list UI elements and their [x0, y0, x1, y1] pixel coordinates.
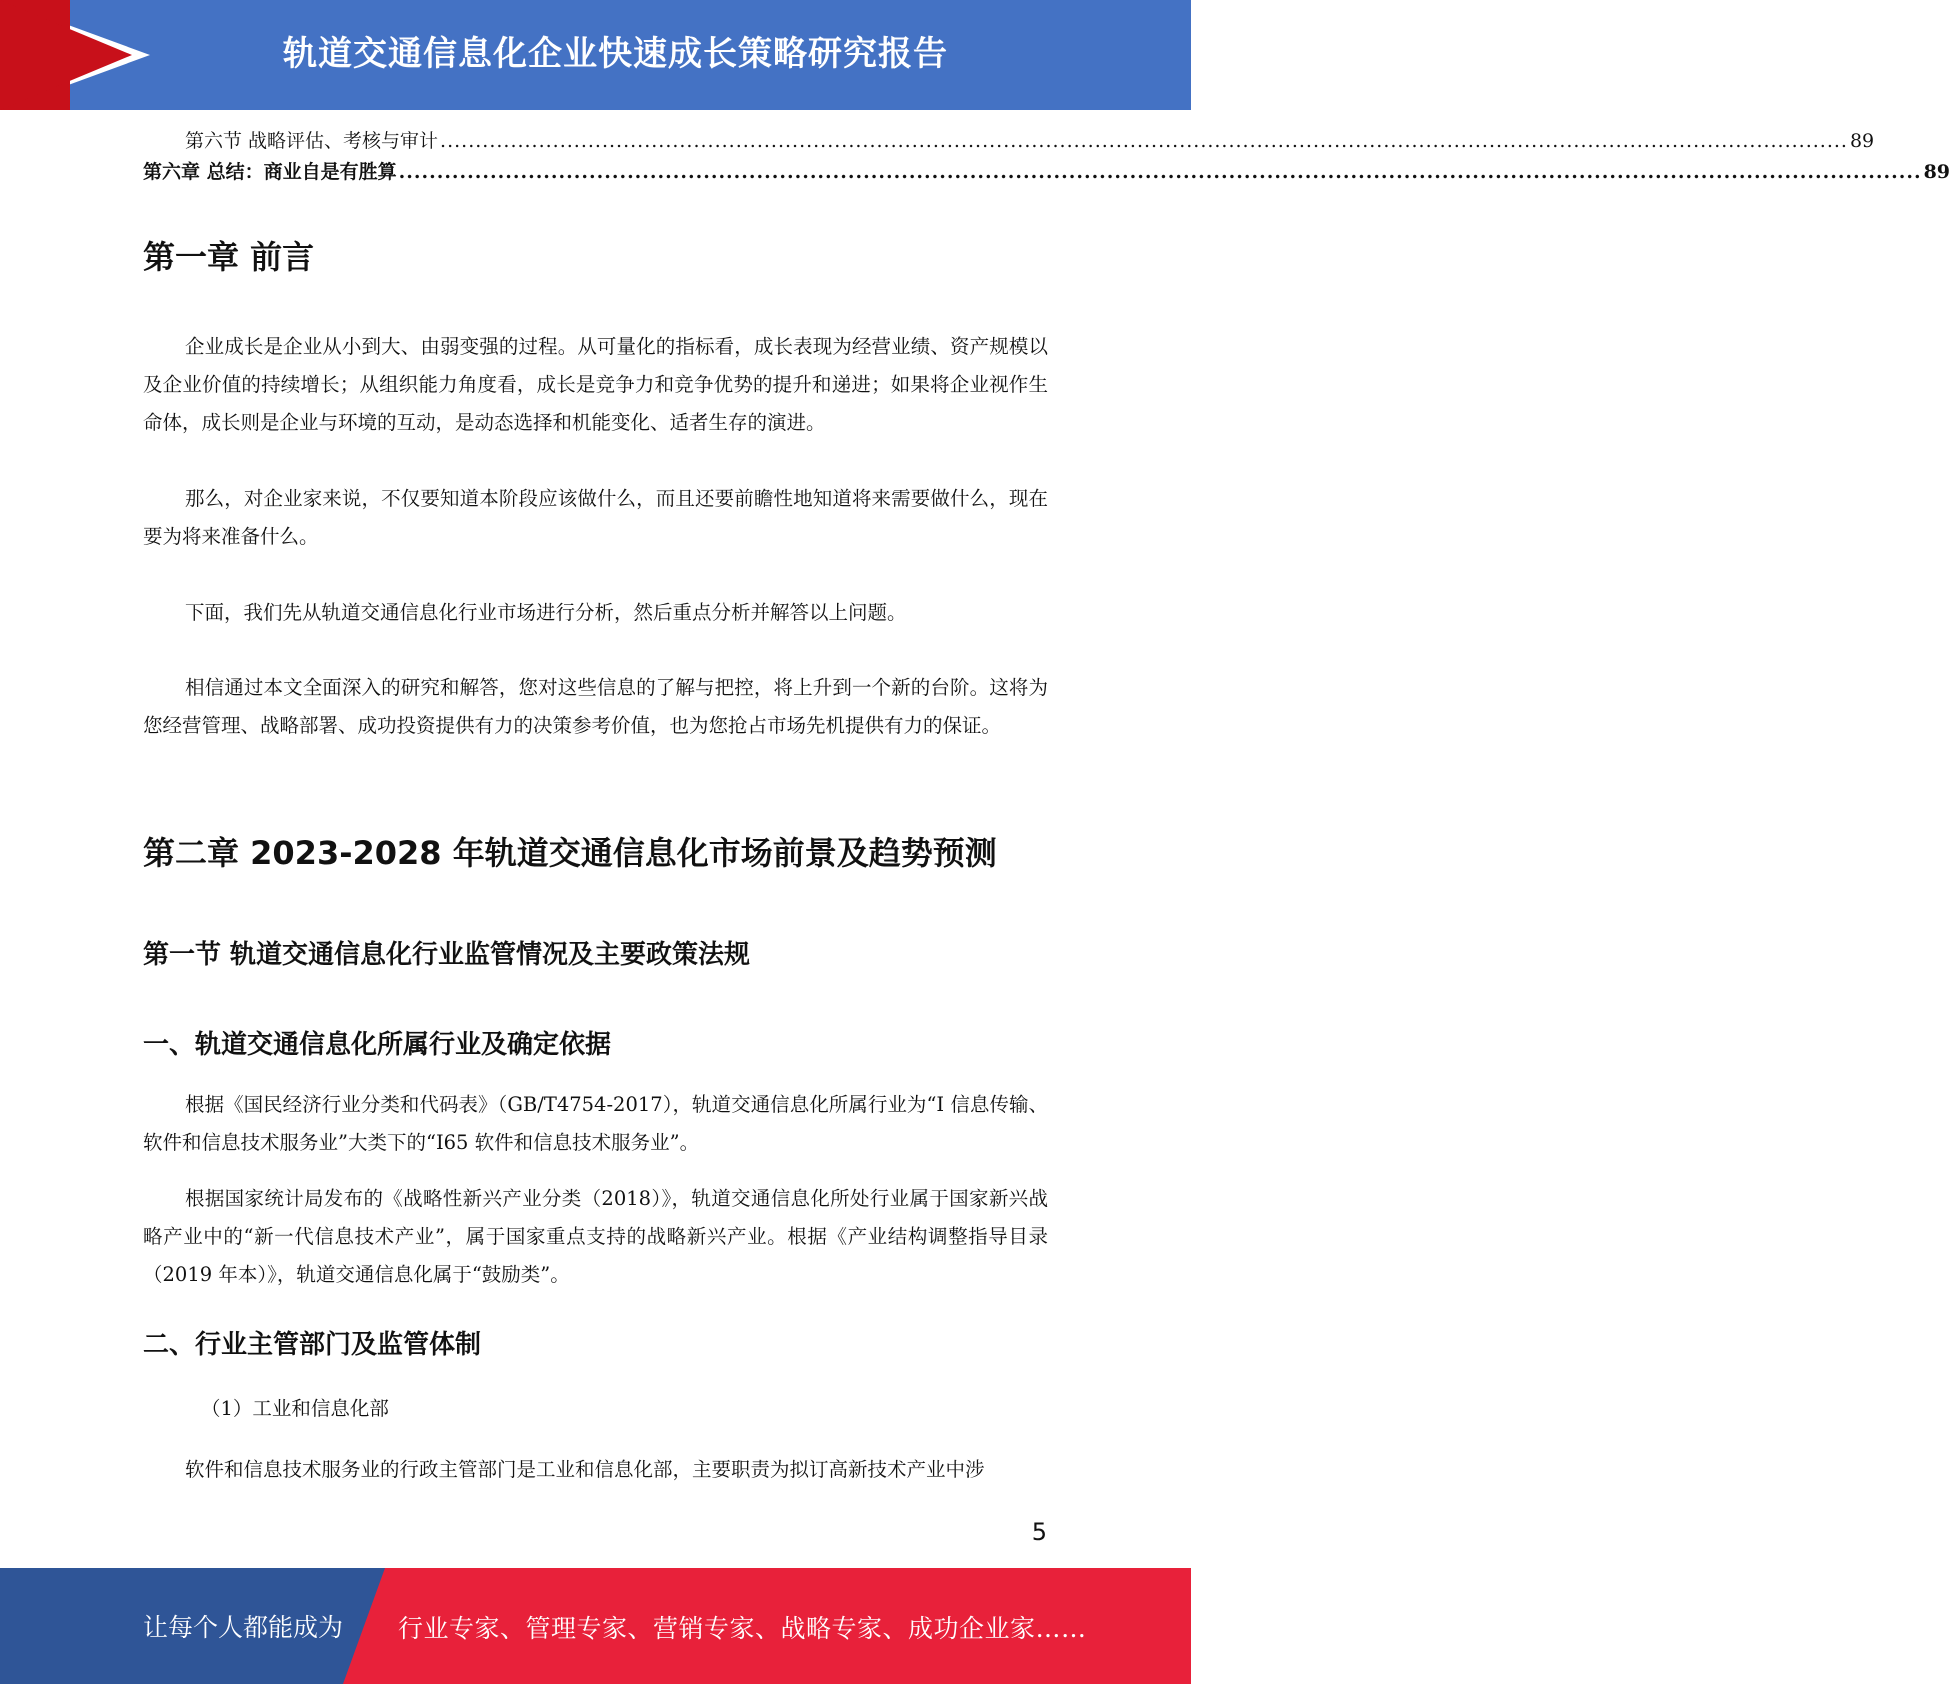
toc-entry-title: 第六章 总结：商业自是有胜算 — [143, 161, 397, 183]
paragraph: 根据国家统计局发布的《战略性新兴产业分类（2018）》，轨道交通信息化所处行业属于国家新兴战略产业中的“新一代信息技术产业”，属于国家重点支持的战略新兴产业。根据《产业结构调整指导目录（2019 年本）》，轨道交通信息化属于“鼓励类”。 — [143, 1187, 1048, 1286]
toc-entry-title: 第六节 战略评估、考核与审计 — [185, 130, 439, 152]
section-heading: 第一节 轨道交通信息化行业监管情况及主要政策法规 — [143, 940, 751, 970]
footer-banner — [0, 1568, 1191, 1684]
paragraph: 根据《国民经济行业分类和代码表》（GB/T4754-2017），轨道交通信息化所属行业为“I 信息传输、软件和信息技术服务业”大类下的“I65 软件和信息技术服务业”。 — [143, 1093, 1048, 1154]
paragraph: 下面，我们先从轨道交通信息化行业市场进行分析，然后重点分析并解答以上问题。 — [185, 601, 907, 624]
footer-slogan-right: 行业专家、管理专家、营销专家、战略专家、成功企业家…… — [398, 1614, 1087, 1643]
toc-entry-page: 89 — [1849, 130, 1875, 152]
subsection-heading: 一、轨道交通信息化所属行业及确定依据 — [143, 1030, 612, 1060]
page-number: 5 — [1031, 1518, 1047, 1546]
toc-list — [143, 126, 1950, 188]
toc-leader-dots: ........................................................................................................................................................................................................ — [440, 130, 1848, 152]
footer-slogan-left: 让每个人都能成为 — [143, 1613, 344, 1642]
header-red-arrow — [0, 0, 132, 110]
chapter-heading: 第二章 2023-2028 年轨道交通信息化市场前景及趋势预测 — [143, 834, 997, 872]
toc-entry-page: 89 — [1923, 161, 1950, 183]
toc-entry[interactable] — [143, 157, 1950, 188]
subsection-heading: 二、行业主管部门及监管体制 — [143, 1330, 482, 1360]
paragraph: 相信通过本文全面深入的研究和解答，您对这些信息的了解与把控，将上升到一个新的台阶。这将为您经营管理、战略部署、成功投资提供有力的决策参考价值，也为您抢占市场先机提供有力的保证。 — [143, 676, 1048, 737]
header-banner — [0, 0, 1191, 110]
paragraph: 软件和信息技术服务业的行政主管部门是工业和信息化部，主要职责为拟订高新技术产业中涉 — [185, 1458, 985, 1481]
list-item: （1）工业和信息化部 — [201, 1397, 389, 1420]
report-title: 轨道交通信息化企业快速成长策略研究报告 — [283, 34, 948, 74]
toc-entry[interactable] — [143, 126, 1875, 157]
paragraph: 那么，对企业家来说，不仅要知道本阶段应该做什么，而且还要前瞻性地知道将来需要做什么，现在要为将来准备什么。 — [143, 487, 1048, 548]
paragraph: 企业成长是企业从小到大、由弱变强的过程。从可量化的指标看，成长表现为经营业绩、资产规模以及企业价值的持续增长；从组织能力角度看，成长是竞争力和竞争优势的提升和递进；如果将企业视作生命体，成长则是企业与环境的互动，是动态选择和机能变化、适者生存的演进。 — [143, 335, 1048, 434]
toc-leader-dots: ........................................................................................................................................................................................................ — [398, 161, 1922, 183]
chapter-heading: 第一章 前言 — [143, 238, 315, 276]
